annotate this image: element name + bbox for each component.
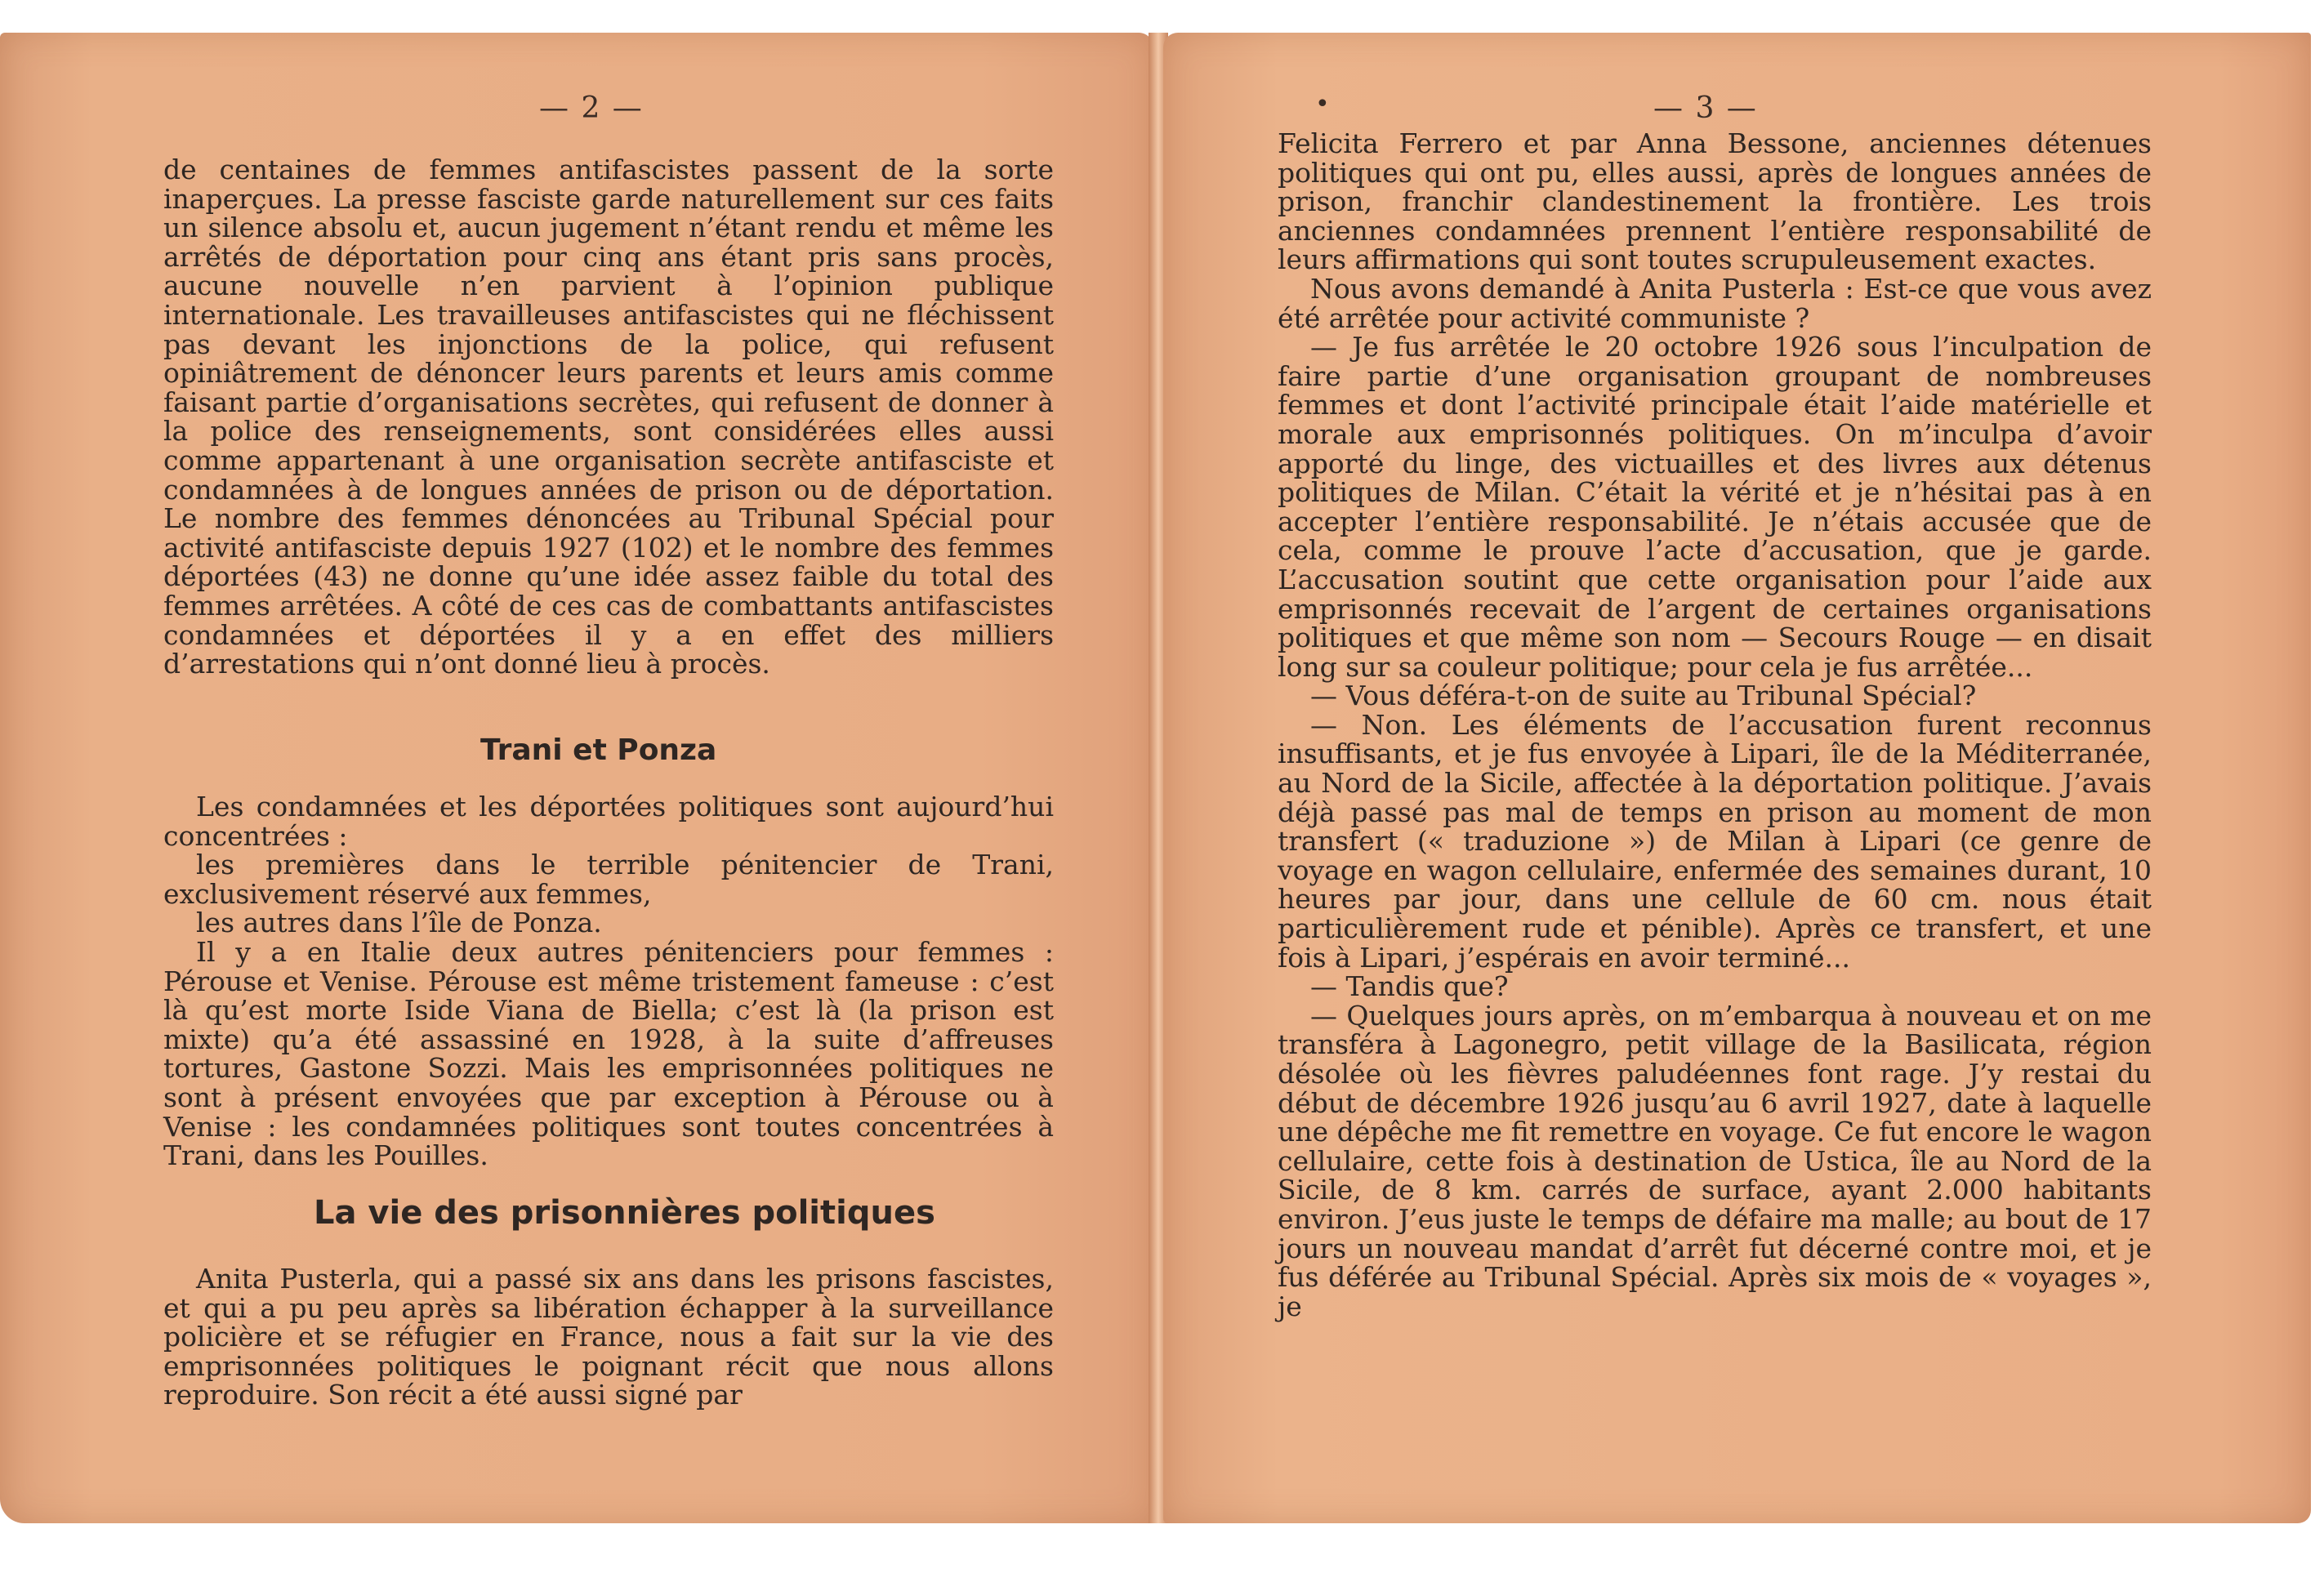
- paragraph: — Vous déféra-t-on de suite au Tribunal Spécial?: [1310, 680, 1977, 712]
- paragraph: Les condamnées et les déportées politiques sont aujourd’hui concentrées :: [163, 791, 1054, 852]
- ink-dot: •: [1315, 90, 1330, 118]
- body-text: [1278, 129, 2152, 1321]
- paragraph: Felicita Ferrero et par Anna Bessone, anciennes détenues politiques qui ont pu, elles aussi, après de longues années de prison, franchir clandestinement la frontière. Les trois anciennes condamnées prennent l’entière responsabilité de leurs affirmations qui sont toutes scrupuleusement exactes.: [1278, 127, 2152, 276]
- paragraph: Anita Pusterla, qui a passé six ans dans les prisons fascistes, et qui a pu peu après sa libération échapper à la surveillance policière et se réfugier en France, nous a fait sur la vie des emprisonnées politiques le poignant récit que nous allons reproduire. Son récit a été aussi signé par: [163, 1263, 1054, 1411]
- body-text: [163, 792, 1054, 1170]
- section-heading: La vie des prisonnières politiques: [314, 1194, 935, 1232]
- paragraph: — Je fus arrêtée le 20 octobre 1926 sous l’inculpation de faire partie d’une organisation groupant de nombreuses femmes et dont l’activité principale était l’aide matérielle et morale aux emprisonnés politiques. On m’inculpa d’avoir apporté du linge, des victuailles et des livres aux détenus politiques de Milan. C’était la vérité et je n’hésitai pas à en accepter l’entière responsabilité. Je n’étais accusée que de cela, comme le prouve l’acte d’accusation, que je garde. L’accusation soutint que cette organisation pour l’aide aux emprisonnés recevait de l’argent de certaines organisations politiques et que même son nom — Secours Rouge — en disait long sur sa couleur politique; pour cela je fus arrêtée...: [1278, 331, 2152, 683]
- paragraph: Nous avons demandé à Anita Pusterla : Est-ce que vous avez été arrêtée pour activité communiste ?: [1278, 272, 2152, 334]
- section-heading: Trani et Ponza: [480, 733, 717, 767]
- paragraph: — Quelques jours après, on m’embarqua à nouveau et on me transféra à Lagonegro, petit village de la Basilicata, région désolée où les fièvres paludéennes font rage. J’y restai du début de décembre 1926 jusqu’au 6 avril 1927, date à laquelle une dépêche me fit remettre en voyage. Ce fut encore le wagon cellulaire, cette fois à destination de Ustica, île au Nord de la Sicile, de 8 km. carrés de surface, ayant 2.000 habitants environ. J’eus juste le temps de défaire ma malle; au bout de 17 jours un nouveau mandat d’arrêt fut décerné contre moi, et je fus déférée au Tribunal Spécial. Après six mois de « voyages », je: [1278, 999, 2152, 1322]
- paragraph: — Tandis que?: [1310, 970, 1509, 1003]
- paragraph: de centaines de femmes antifascistes passent de la sorte inaperçues. La presse fasciste garde naturellement sur ces faits un silence absolu et, aucun jugement n’étant rendu et même les arrêtés de déportation pour cinq ans étant pris sans procès, aucune nouvelle n’en parvient à l’opinion publique internationale. Les travailleuses antifascistes qui ne fléchissent pas devant les injonctions de la police, qui refusent opiniâtrement de dénoncer leurs parents et leurs amis comme faisant partie d’organisations secrètes, qui refusent de donner à la police des renseignements, sont considérées elles aussi comme appartenant à une organisation secrète antifasciste et condamnées à de longues années de prison ou de déportation. Le nombre des femmes dénoncées au Tribunal Spécial pour activité antifasciste depuis 1927 (102) et le nombre des femmes déportées (43) ne donne qu’une idée assez faible du total des femmes arrêtées. A côté de ces cas de combattants antifascistes condamnées et déportées il y a en effet des milliers d’arrestations qui n’ont donné lieu à procès.: [163, 154, 1054, 680]
- page-number: — 2 —: [539, 91, 644, 125]
- right-page: [1163, 33, 2311, 1523]
- paragraph: — Non. Les éléments de l’accusation furent reconnus insuffisants, et je fus envoyée à Lipari, île de la Méditerranée, au Nord de la Sicile, affectée à la déportation politique. J’avais déjà passé pas mal de temps en prison au moment de mon transfert (« traduzione ») de Milan à Lipari (ce genre de voyage en wagon cellulaire, enfermée des semaines durant, 10 heures par jour, dans une cellule de 60 cm. nous était particulièrement rude et pénible). Après ce transfert, et une fois à Lipari, j’espérais en avoir terminé...: [1278, 708, 2152, 974]
- paragraph: Il y a en Italie deux autres pénitenciers pour femmes : Pérouse et Venise. Pérouse est même tristement fameuse : c’est là qu’est morte Iside Viana de Biella; c’est là (la prison est mixte) qu’a été assassiné en 1928, à la suite d’affreuses tortures, Gastone Sozzi. Mais les emprisonnées politiques ne sont à présent envoyées que par exception à Pérouse ou à Venise : les condamnées politiques sont toutes concentrées à Trani, dans les Pouilles.: [163, 935, 1054, 1172]
- body-text: [163, 1264, 1054, 1410]
- paragraph: les autres dans l’île de Ponza.: [196, 907, 602, 939]
- left-page: [0, 33, 1153, 1523]
- page-number: — 3 —: [1653, 91, 1758, 125]
- paragraph: les premières dans le terrible pénitencier de Trani, exclusivement réservé aux femmes,: [163, 849, 1054, 910]
- body-text: [163, 155, 1054, 679]
